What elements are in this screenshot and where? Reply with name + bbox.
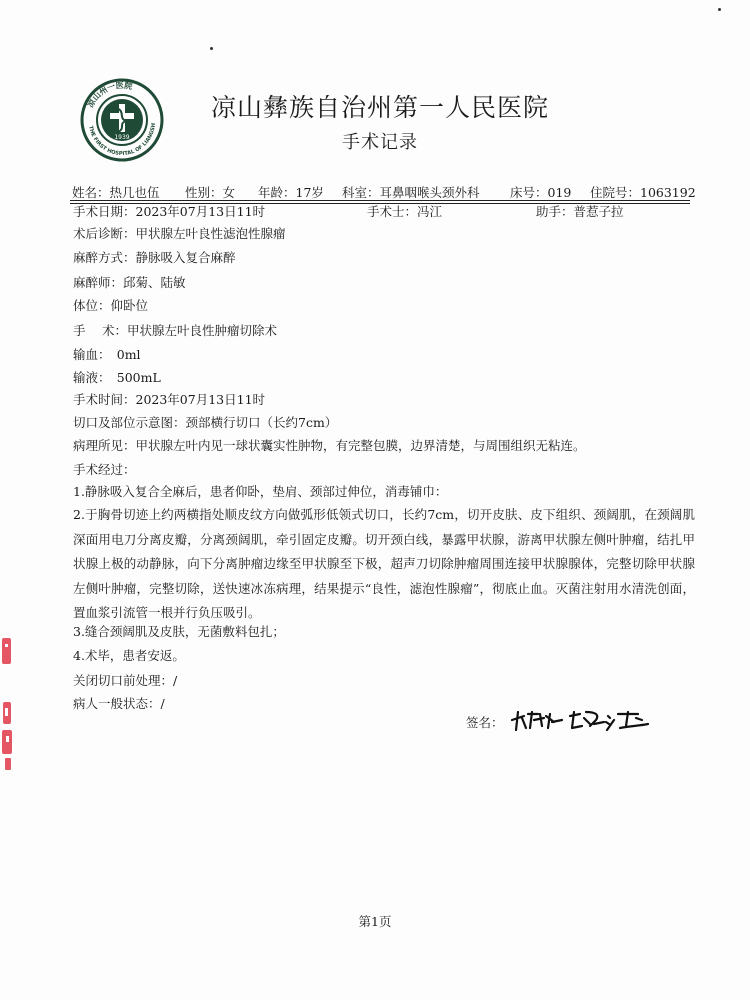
process-heading: 手术经过： <box>73 462 136 477</box>
assistant: 助手：普惹子拉 <box>536 204 624 219</box>
anesthesia-method: 麻醉方式：静脉吸入复合麻醉 <box>73 250 236 265</box>
body-position: 体位：仰卧位 <box>73 298 149 313</box>
before-closure-treatment: 关闭切口前处理：/ <box>73 673 178 688</box>
surgery-date: 手术日期：2023年07月13日11时 <box>73 204 266 219</box>
patient-gender: 性别：女 <box>185 185 236 200</box>
pathology-findings: 病理所见：甲状腺左叶内见一球状囊实性肿物，有完整包膜，边界清楚，与周围组织无粘连。 <box>73 438 586 453</box>
record-title: 手术记录 <box>342 132 418 153</box>
page-number: 第1页 <box>358 914 392 929</box>
anesthetist: 麻醉师：邱菊、陆敏 <box>73 275 186 290</box>
signature-label: 签名： <box>466 715 504 730</box>
surgeon: 手术士：冯江 <box>367 204 443 219</box>
logo-year: 1939 <box>114 134 130 141</box>
admission-number: 住院号：1063192 <box>590 185 696 200</box>
hospital-name: 凉山彝族自治州第一人民医院 <box>210 93 549 122</box>
hospital-logo <box>80 78 164 162</box>
logo-top-text: 凉山州一医院 <box>85 80 134 110</box>
incision-diagram: 切口及部位示意图：颈部横行切口（长约7cm） <box>73 415 338 430</box>
patient-bed: 床号：019 <box>510 185 572 200</box>
operation-time: 手术时间：2023年07月13日11时 <box>73 392 266 407</box>
scan-speck <box>718 8 721 11</box>
operation-name: 手 术：甲状腺左叶良性肿瘤切除术 <box>73 323 277 338</box>
general-state: 病人一般状态：/ <box>73 696 165 711</box>
process-step: 2.于胸骨切迹上约两横指处顺皮纹方向做弧形低领式切口，长约7cm，切开皮肤、皮下组织、颈阔肌，在颈阔肌深面用电刀分离皮瓣，分离颈阔肌，牵引固定皮瓣。切开颈白线，暴露甲状腺，游离甲状腺左侧叶肿瘤，结扎甲状腺上极的动静脉，向下分离肿瘤边缘至甲状腺至下极，超声刀切除肿瘤周围连接甲状腺腺体，完整切除甲状腺左侧叶肿瘤，完整切除，送快速冰冻病理，结果提示“良性，滤泡性腺瘤”，彻底止血。灭菌注射用水清洗创面，置血浆引流管一根并行负压吸引。 <box>73 507 695 620</box>
handwritten-signature <box>510 706 655 742</box>
blood-transfusion: 输血： 0ml <box>73 347 141 362</box>
infusion: 输液： 500mL <box>73 370 161 385</box>
postop-diagnosis: 术后诊断：甲状腺左叶良性滤泡性腺瘤 <box>73 226 286 241</box>
patient-name: 姓名：热几也伍 <box>72 185 160 200</box>
header-divider <box>70 200 690 201</box>
process-step: 1.静脉吸入复合全麻后，患者仰卧，垫肩、颈部过伸位，消毒铺巾： <box>73 484 448 499</box>
process-step: 4.术毕，患者安返。 <box>73 648 185 663</box>
patient-department: 科室：耳鼻咽喉头颈外科 <box>342 185 480 200</box>
scan-speck <box>210 47 213 50</box>
logo-ring-text: THE FIRST HOSPITAL OF LIANGSH <box>87 122 158 158</box>
patient-age: 年龄：17岁 <box>258 185 324 200</box>
process-step: 3.缝合颈阔肌及皮肤，无菌敷料包扎； <box>73 624 285 639</box>
red-seal-fragment <box>0 630 16 780</box>
